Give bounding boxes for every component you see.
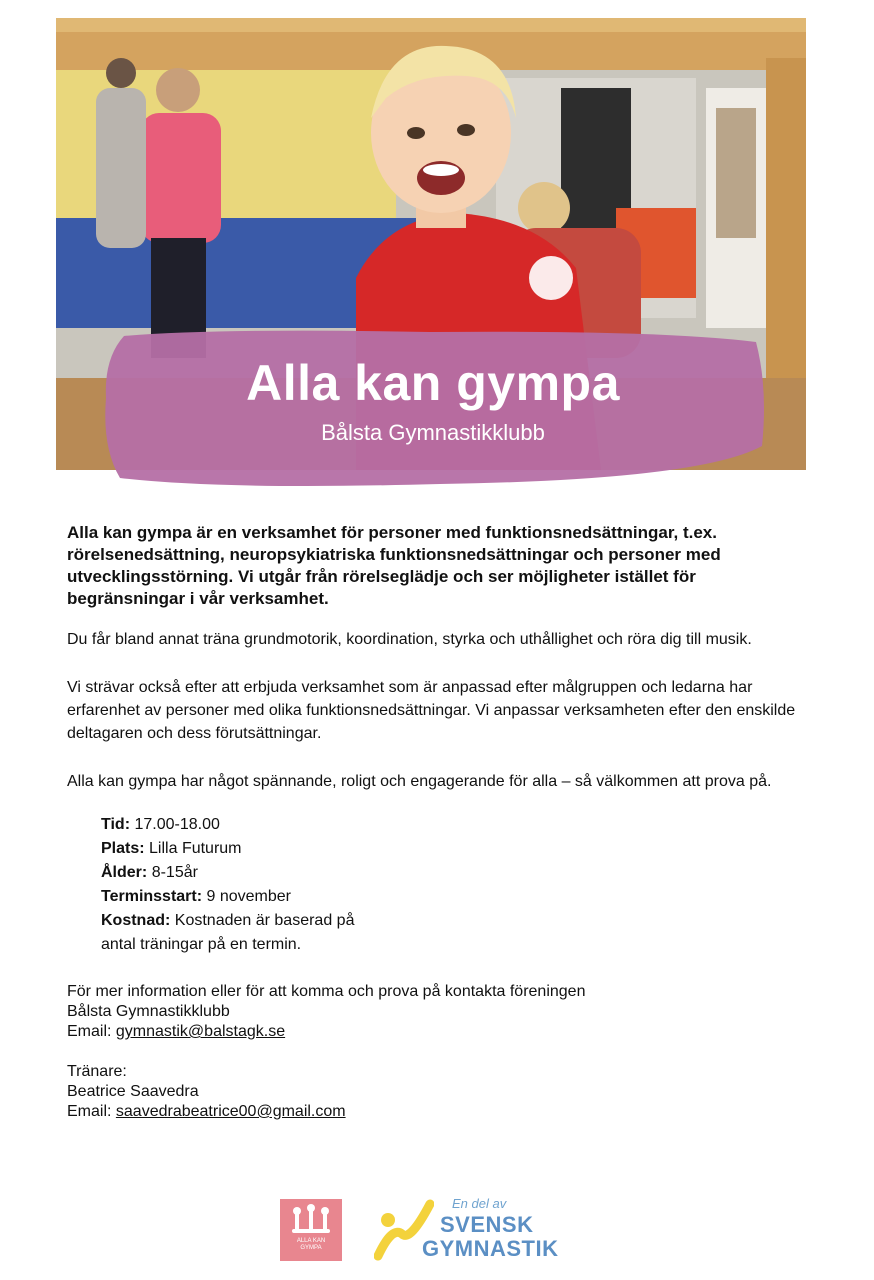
alla-kan-logo-text-1: ALLA KAN [296, 1238, 326, 1244]
main-content [67, 522, 797, 1122]
contact-email-row [67, 1022, 797, 1042]
hands-icon [280, 1199, 342, 1239]
paragraph-training: Du får bland annat träna grundmotorik, koordination, styrka och uthållighet och röra dig till musik. [67, 631, 752, 648]
svensk-gymnastik-tagline: En del av [452, 1196, 507, 1211]
paragraph-welcome: Alla kan gympa har något spännande, roligt och engagerande för alla – så välkommen att prova på. [67, 773, 772, 790]
detail-time-value: 17.00-18.00 [134, 816, 220, 833]
svensk-gymnastik-word-1: SVENSK [440, 1212, 534, 1237]
alla-kan-logo-text-2: GYMPA [300, 1245, 322, 1251]
banner-subtitle: Bålsta Gymnastikklubb [321, 420, 545, 445]
detail-place-value: Lilla Futurum [149, 840, 242, 857]
contact-email-label: Email: [67, 1023, 112, 1040]
club-email-link[interactable]: gymnastik@balstagk.se [115, 1023, 286, 1040]
contact-section [67, 982, 797, 1122]
detail-age-label: Ålder: [101, 864, 148, 881]
detail-place [101, 837, 797, 861]
title-banner [100, 328, 766, 488]
banner-title: Alla kan gympa [246, 355, 620, 411]
detail-cost-value: Kostnaden är baserad på antal träningar på en termin. [101, 912, 355, 953]
detail-place-label: Plats: [101, 840, 145, 857]
detail-start [101, 885, 797, 909]
detail-time-label: Tid: [101, 816, 131, 833]
detail-time [101, 813, 797, 837]
detail-age-value: 8-15år [151, 864, 198, 881]
paragraph-adapted: Vi strävar också efter att erbjuda verksamhet som är anpassad efter målgruppen och ledarna har erfarenhet av personer med olika funktionsnedsättningar. Vi anpassar verksamheten efter den enskilde deltagaren och dess förutsättningar. [67, 679, 796, 742]
detail-age [101, 861, 797, 885]
detail-start-value: 9 november [206, 888, 292, 905]
trainer-email-label: Email: [67, 1103, 112, 1120]
alla-kan-gympa-logo [280, 1199, 342, 1261]
activity-details [101, 813, 797, 957]
trainer-email-row [67, 1102, 797, 1122]
contact-club: Bålsta Gymnastikklubb [67, 1003, 230, 1020]
trainer-label: Tränare: [67, 1063, 127, 1080]
detail-cost [101, 909, 391, 957]
svensk-gymnastik-logo [374, 1196, 574, 1262]
detail-cost-label: Kostnad: [101, 912, 171, 929]
trainer-email-link[interactable]: saavedrabeatrice00@gmail.com [115, 1103, 346, 1120]
contact-info-line: För mer information eller för att komma och prova på kontakta föreningen [67, 983, 586, 1000]
detail-start-label: Terminsstart: [101, 888, 203, 905]
trainer-name: Beatrice Saavedra [67, 1083, 199, 1100]
intro-paragraph: Alla kan gympa är en verksamhet för personer med funktionsnedsättningar, t.ex. rörelsenedsättning, neuropsykiatriska funktionsnedsättningar och personer med utvecklingsstörning. Vi utgår från rörelseglädje och ser möjligheter istället för begränsningar i vår verksamhet. [67, 523, 721, 608]
svensk-gymnastik-word-2: GYMNASTIK [422, 1236, 559, 1261]
